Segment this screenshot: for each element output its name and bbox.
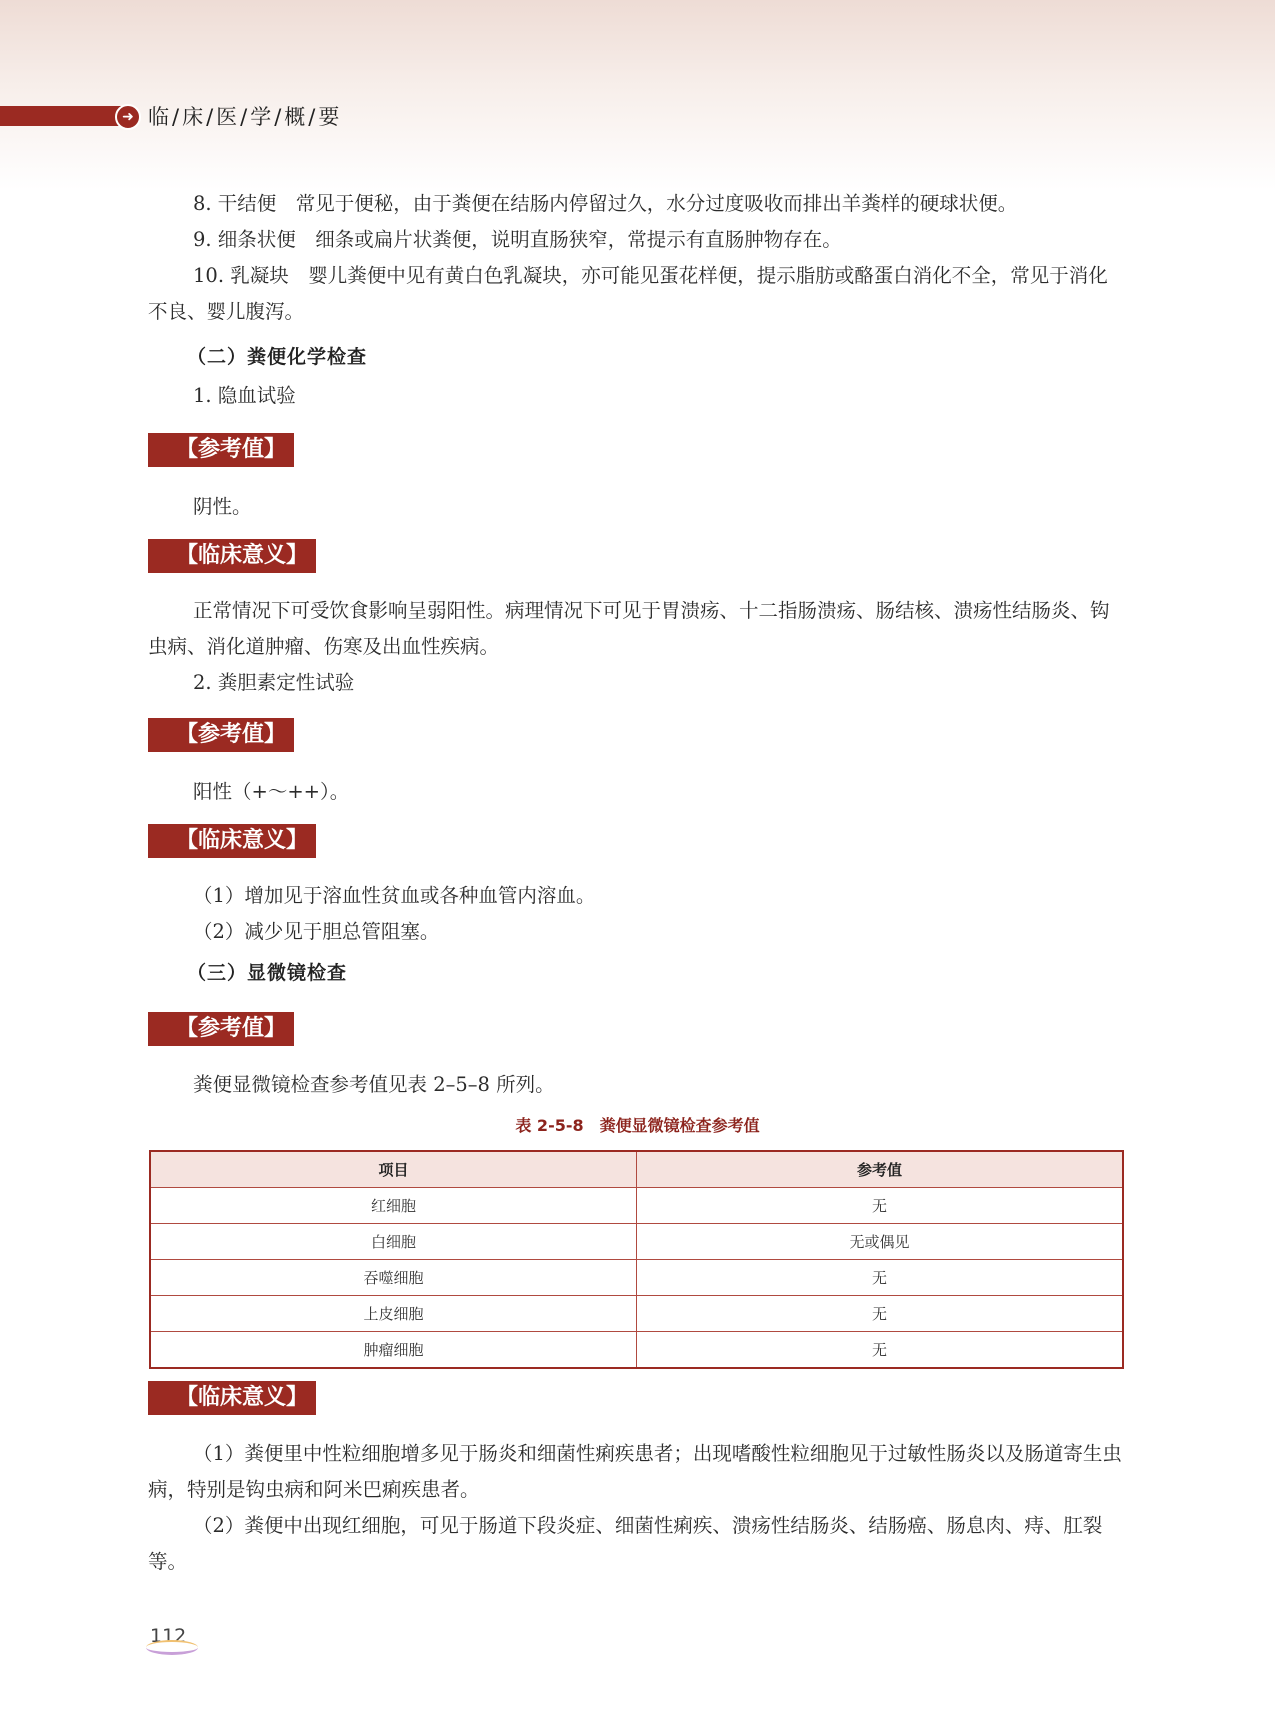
table-cell: 无 bbox=[637, 1296, 1124, 1332]
table-row bbox=[150, 1260, 1123, 1296]
book-title: 临/床/医/学/概/要 bbox=[148, 105, 343, 129]
section-heading-chemistry: （二）粪便化学检查 bbox=[187, 346, 368, 368]
table-cell: 白细胞 bbox=[150, 1224, 637, 1260]
table-caption: 表 2-5-8 粪便显微镜检查参考值 bbox=[515, 1116, 760, 1135]
significance-occult: 正常情况下可受饮食影响呈弱阳性。病理情况下可见于胃溃疡、十二指肠溃疡、肠结核、溃疡性结肠炎、钩虫病、消化道肿瘤、伤寒及出血性疾病。 bbox=[148, 599, 1110, 658]
significance-decrease: （2）减少见于胆总管阻塞。 bbox=[193, 920, 440, 943]
page-number-swirl-icon bbox=[146, 1640, 198, 1655]
header-accent-bar bbox=[0, 106, 128, 126]
table-row bbox=[150, 1188, 1123, 1224]
significance-red-cells: （2）粪便中出现红细胞，可见于肠道下段炎症、细菌性痢疾、溃疡性结肠炎、结肠癌、肠息肉、痔、肛裂等。 bbox=[148, 1514, 1103, 1573]
reference-value-tag: 【参考值】 bbox=[148, 718, 294, 752]
clinical-significance-tag: 【临床意义】 bbox=[148, 539, 316, 573]
table-cell: 肿瘤细胞 bbox=[150, 1332, 637, 1369]
table-cell: 吞噬细胞 bbox=[150, 1260, 637, 1296]
reference-value-tag: 【参考值】 bbox=[148, 433, 294, 467]
clinical-significance-tag: 【临床意义】 bbox=[148, 1381, 316, 1415]
paragraph-milk-curd: 10. 乳凝块 婴儿粪便中见有黄白色乳凝块，亦可能见蛋花样便，提示脂肪或酪蛋白消化不全，常见于消化不良、婴儿腹泻。 bbox=[148, 264, 1108, 323]
reference-value-tag: 【参考值】 bbox=[148, 1012, 294, 1046]
clinical-significance-tag: 【临床意义】 bbox=[148, 824, 316, 858]
table-cell: 上皮细胞 bbox=[150, 1296, 637, 1332]
table-cell: 无 bbox=[637, 1260, 1124, 1296]
table-cell: 无 bbox=[637, 1332, 1124, 1369]
significance-neutrophils: （1）粪便里中性粒细胞增多见于肠炎和细菌性痢疾患者；出现嗜酸性粒细胞见于过敏性肠炎以及肠道寄生虫病，特别是钩虫病和阿米巴痢疾患者。 bbox=[148, 1442, 1122, 1501]
reference-value-occult: 阴性。 bbox=[193, 495, 252, 518]
column-header-reference: 参考值 bbox=[637, 1151, 1124, 1188]
table-row bbox=[150, 1296, 1123, 1332]
table-cell: 无 bbox=[637, 1188, 1124, 1224]
paragraph-dry-stool: 8. 干结便 常见于便秘，由于粪便在结肠内停留过久，水分过度吸收而排出羊粪样的硬球状便。 bbox=[193, 192, 1018, 215]
significance-increase: （1）增加见于溶血性贫血或各种血管内溶血。 bbox=[193, 884, 596, 907]
section-heading-microscopy: （三）显微镜检查 bbox=[187, 962, 348, 984]
item-occult-blood: 1. 隐血试验 bbox=[193, 384, 296, 407]
table-header-row bbox=[150, 1151, 1123, 1188]
page-header-band bbox=[0, 0, 1275, 190]
table-row bbox=[150, 1332, 1123, 1369]
arrow-right-circle-icon: ➜ bbox=[115, 104, 141, 130]
table-row bbox=[150, 1224, 1123, 1260]
table-cell: 无或偶见 bbox=[637, 1224, 1124, 1260]
item-stercobilin: 2. 粪胆素定性试验 bbox=[193, 671, 355, 694]
table-cell: 红细胞 bbox=[150, 1188, 637, 1224]
column-header-item: 项目 bbox=[150, 1151, 637, 1188]
reference-value-stercobilin: 阳性（+～++）。 bbox=[193, 780, 350, 803]
reference-value-microscopy: 粪便显微镜检查参考值见表 2–5–8 所列。 bbox=[193, 1073, 555, 1096]
page-number: 112 bbox=[150, 1625, 187, 1647]
reference-table bbox=[149, 1150, 1124, 1369]
paragraph-thin-stool: 9. 细条状便 细条或扁片状粪便，说明直肠狭窄，常提示有直肠肿物存在。 bbox=[193, 228, 842, 251]
